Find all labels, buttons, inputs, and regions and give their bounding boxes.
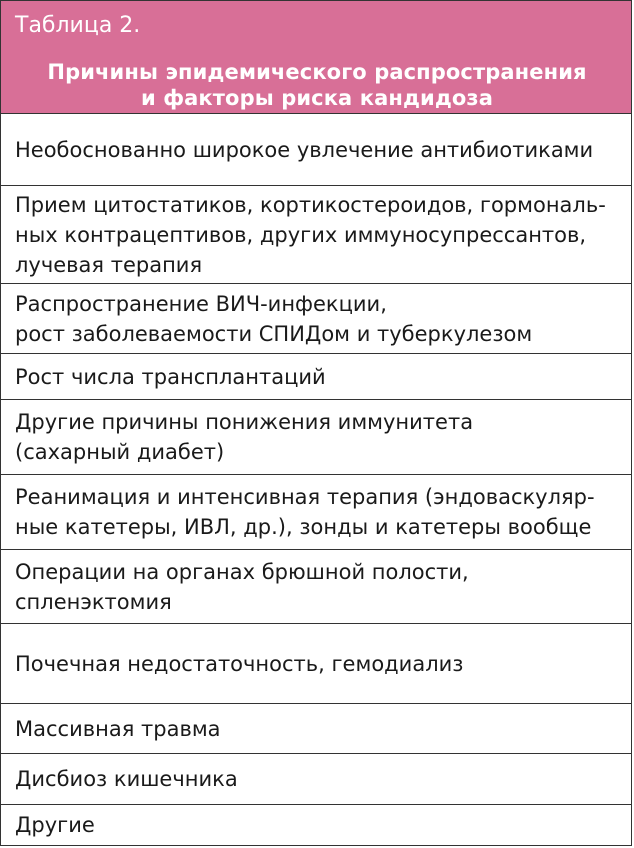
row-line: Другие bbox=[15, 813, 95, 837]
row-line: лучевая терапия bbox=[15, 252, 203, 277]
row-line: Распространение ВИЧ-инфекции, bbox=[15, 291, 387, 316]
table-row bbox=[1, 754, 631, 805]
row-text bbox=[15, 764, 238, 794]
table-row bbox=[1, 114, 631, 186]
row-line: Реанимация и интенсивная терапия (эндоваскуляр- bbox=[15, 485, 595, 509]
table-row bbox=[1, 400, 631, 475]
row-text bbox=[15, 482, 595, 542]
table-title bbox=[15, 59, 619, 111]
row-text bbox=[15, 135, 593, 165]
table-row bbox=[1, 704, 631, 754]
row-text bbox=[15, 557, 469, 617]
row-line: Операции на органах брюшной полости, bbox=[15, 559, 469, 584]
row-line: Рост числа трансплантаций bbox=[15, 364, 326, 389]
table-title-line-2: и факторы риска кандидоза bbox=[140, 86, 493, 110]
table-row bbox=[1, 805, 631, 845]
row-line: Почечная недостаточность, гемодиализ bbox=[15, 651, 464, 676]
row-line: ных контрацептивов, других иммуносупрессантов, bbox=[15, 222, 587, 247]
row-line: ные катетеры, ИВЛ, др.), зонды и катетеры вообще bbox=[15, 515, 592, 539]
row-line: Прием цитостатиков, кортикостероидов, гормональ- bbox=[15, 192, 606, 217]
table-row bbox=[1, 186, 631, 284]
table-row bbox=[1, 550, 631, 624]
row-text bbox=[15, 714, 221, 744]
table-body bbox=[1, 114, 631, 845]
table-row bbox=[1, 284, 631, 354]
table-row bbox=[1, 624, 631, 704]
table-label: Таблица 2. bbox=[15, 13, 141, 38]
row-text bbox=[15, 362, 326, 392]
row-line: Другие причины понижения иммунитета bbox=[15, 410, 474, 434]
row-line: рост заболеваемости СПИДом и туберкулезом bbox=[15, 321, 533, 346]
row-line: (сахарный диабет) bbox=[15, 440, 225, 464]
row-text bbox=[15, 190, 606, 280]
table-row bbox=[1, 475, 631, 550]
table-title-line-1: Причины эпидемического распространения bbox=[47, 60, 587, 84]
row-line: спленэктомия bbox=[15, 589, 172, 614]
table-header bbox=[1, 1, 631, 114]
row-text bbox=[15, 810, 95, 840]
row-line: Дисбиоз кишечника bbox=[15, 767, 238, 791]
row-line: Массивная травма bbox=[15, 716, 221, 741]
row-text bbox=[15, 407, 473, 467]
row-text bbox=[15, 649, 463, 679]
row-line: Необоснованно широкое увлечение антибиотиками bbox=[15, 137, 594, 162]
table-row bbox=[1, 354, 631, 400]
row-text bbox=[15, 289, 532, 349]
